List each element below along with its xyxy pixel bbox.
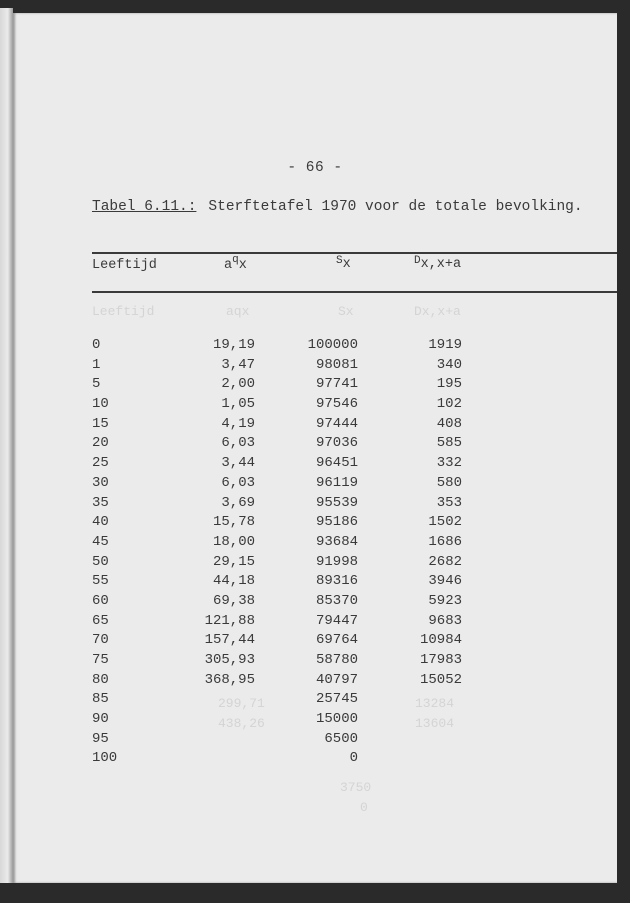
header-top-rule <box>92 252 617 254</box>
cell-age: 15 <box>92 415 109 432</box>
cell-q: 6,03 <box>221 435 255 452</box>
bleed-through-text: 299,71 <box>218 696 265 711</box>
header-q-main: x <box>238 258 247 273</box>
cell-age: 10 <box>92 396 109 413</box>
header-d-sup: D <box>414 255 421 267</box>
cell-d: 2682 <box>428 553 462 570</box>
table-row <box>0 651 630 671</box>
header-age: Leeftijd <box>92 258 157 273</box>
cell-q: 3,69 <box>221 494 255 511</box>
cell-s: 6500 <box>324 730 358 747</box>
page-number: - 66 - <box>287 160 343 176</box>
cell-age: 90 <box>92 711 109 728</box>
cell-age: 70 <box>92 632 109 649</box>
table-row <box>0 533 630 553</box>
bleed-through-header-s: Sx <box>338 304 354 319</box>
header-q-sup: q <box>232 254 239 266</box>
cell-age: 35 <box>92 494 109 511</box>
cell-q: 305,93 <box>204 652 255 668</box>
cell-s: 98081 <box>315 356 358 373</box>
cell-q: 29,15 <box>212 553 255 570</box>
cell-s: 96451 <box>315 455 358 472</box>
cell-d: 5923 <box>428 592 462 609</box>
table-row <box>0 749 630 769</box>
table-row <box>0 336 630 356</box>
table-row <box>0 395 630 415</box>
table-row <box>0 612 630 632</box>
cell-d: 1919 <box>428 337 462 353</box>
cell-age: 55 <box>92 573 109 590</box>
cell-age: 40 <box>92 514 109 531</box>
table-row <box>0 592 630 612</box>
cell-d: 580 <box>436 474 462 491</box>
header-s-main: x <box>342 257 351 272</box>
bleed-through-header-q: aqx <box>226 304 250 319</box>
cell-s: 100000 <box>307 337 358 353</box>
cell-q: 1,05 <box>221 396 255 413</box>
cell-q: 69,38 <box>212 592 255 609</box>
table-title: Sterftetafel 1970 voor de totale bevolking. <box>208 199 583 215</box>
cell-s: 89316 <box>315 573 358 590</box>
table-row <box>0 690 630 710</box>
table-row <box>0 454 630 474</box>
cell-q: 368,95 <box>204 671 255 688</box>
cell-s: 40797 <box>315 671 358 688</box>
cell-d: 17983 <box>419 652 462 668</box>
table-caption <box>92 199 583 215</box>
cell-d: 102 <box>436 396 462 413</box>
cell-d: 195 <box>436 376 462 393</box>
table-row <box>0 494 630 514</box>
bleed-through-text: 3750 <box>340 780 372 795</box>
cell-age: 45 <box>92 533 109 550</box>
cell-age: 30 <box>92 474 109 491</box>
cell-s: 97444 <box>315 415 358 432</box>
cell-age: 25 <box>92 455 109 472</box>
bleed-through-text: 13604 <box>415 716 455 731</box>
header-q-prefix: a <box>224 258 233 273</box>
table-row <box>0 474 630 494</box>
cell-age: 75 <box>92 652 109 668</box>
cell-q: 121,88 <box>204 612 255 629</box>
cell-s: 97036 <box>315 435 358 452</box>
cell-s: 58780 <box>315 652 358 668</box>
table-row <box>0 356 630 376</box>
table-row <box>0 375 630 395</box>
cell-d: 332 <box>436 455 462 472</box>
table-row <box>0 710 630 730</box>
cell-d: 3946 <box>428 573 462 590</box>
cell-d: 15052 <box>419 671 462 688</box>
cell-age: 1 <box>92 356 101 373</box>
cell-age: 100 <box>92 750 118 767</box>
bleed-through-header-age: Leeftijd <box>92 304 155 319</box>
header-d <box>414 253 462 272</box>
cell-age: 65 <box>92 612 109 629</box>
cell-s: 0 <box>349 750 358 767</box>
cell-s: 96119 <box>315 474 358 491</box>
table-row <box>0 671 630 691</box>
table-row <box>0 631 630 651</box>
table-row <box>0 553 630 573</box>
cell-q: 6,03 <box>221 474 255 491</box>
cell-q: 4,19 <box>221 415 255 432</box>
cell-s: 95539 <box>315 494 358 511</box>
cell-d: 408 <box>436 415 462 432</box>
cell-q: 3,44 <box>221 455 255 472</box>
cell-s: 25745 <box>315 691 358 708</box>
cell-d: 1686 <box>428 533 462 550</box>
cell-q: 15,78 <box>212 514 255 531</box>
header-q <box>224 254 247 273</box>
cell-age: 60 <box>92 592 109 609</box>
cell-s: 69764 <box>315 632 358 649</box>
cell-s: 15000 <box>315 711 358 728</box>
cell-age: 20 <box>92 435 109 452</box>
cell-q: 3,47 <box>221 356 255 373</box>
cell-d: 340 <box>436 356 462 373</box>
table-row <box>0 730 630 750</box>
bleed-through-header-d: Dx,x+a <box>414 304 461 319</box>
cell-d: 10984 <box>419 632 462 649</box>
header-s-sup: S <box>336 255 343 267</box>
cell-s: 93684 <box>315 533 358 550</box>
cell-d: 353 <box>436 494 462 511</box>
cell-q: 44,18 <box>212 573 255 590</box>
cell-s: 91998 <box>315 553 358 570</box>
life-table-body <box>0 336 630 769</box>
cell-d: 1502 <box>428 514 462 531</box>
cell-q: 2,00 <box>221 376 255 393</box>
bleed-through-text: 438,26 <box>218 716 265 731</box>
table-row <box>0 513 630 533</box>
bleed-through-text: 0 <box>360 800 368 815</box>
cell-age: 0 <box>92 337 101 353</box>
cell-q: 157,44 <box>204 632 255 649</box>
cell-d: 9683 <box>428 612 462 629</box>
cell-age: 80 <box>92 671 109 688</box>
header-d-main: x,x+a <box>420 257 462 272</box>
table-label: Tabel 6.11.: <box>92 199 197 215</box>
cell-age: 85 <box>92 691 109 708</box>
cell-s: 79447 <box>315 612 358 629</box>
cell-d: 585 <box>436 435 462 452</box>
header-bottom-rule <box>92 291 617 293</box>
cell-age: 5 <box>92 376 101 393</box>
cell-s: 85370 <box>315 592 358 609</box>
cell-s: 97546 <box>315 396 358 413</box>
table-row <box>0 434 630 454</box>
table-row <box>0 415 630 435</box>
header-s <box>336 253 351 272</box>
cell-age: 95 <box>92 730 109 747</box>
cell-q: 19,19 <box>212 337 255 353</box>
cell-age: 50 <box>92 553 109 570</box>
table-row <box>0 572 630 592</box>
cell-s: 97741 <box>315 376 358 393</box>
cell-s: 95186 <box>315 514 358 531</box>
cell-q: 18,00 <box>212 533 255 550</box>
bleed-through-text: 13284 <box>415 696 455 711</box>
